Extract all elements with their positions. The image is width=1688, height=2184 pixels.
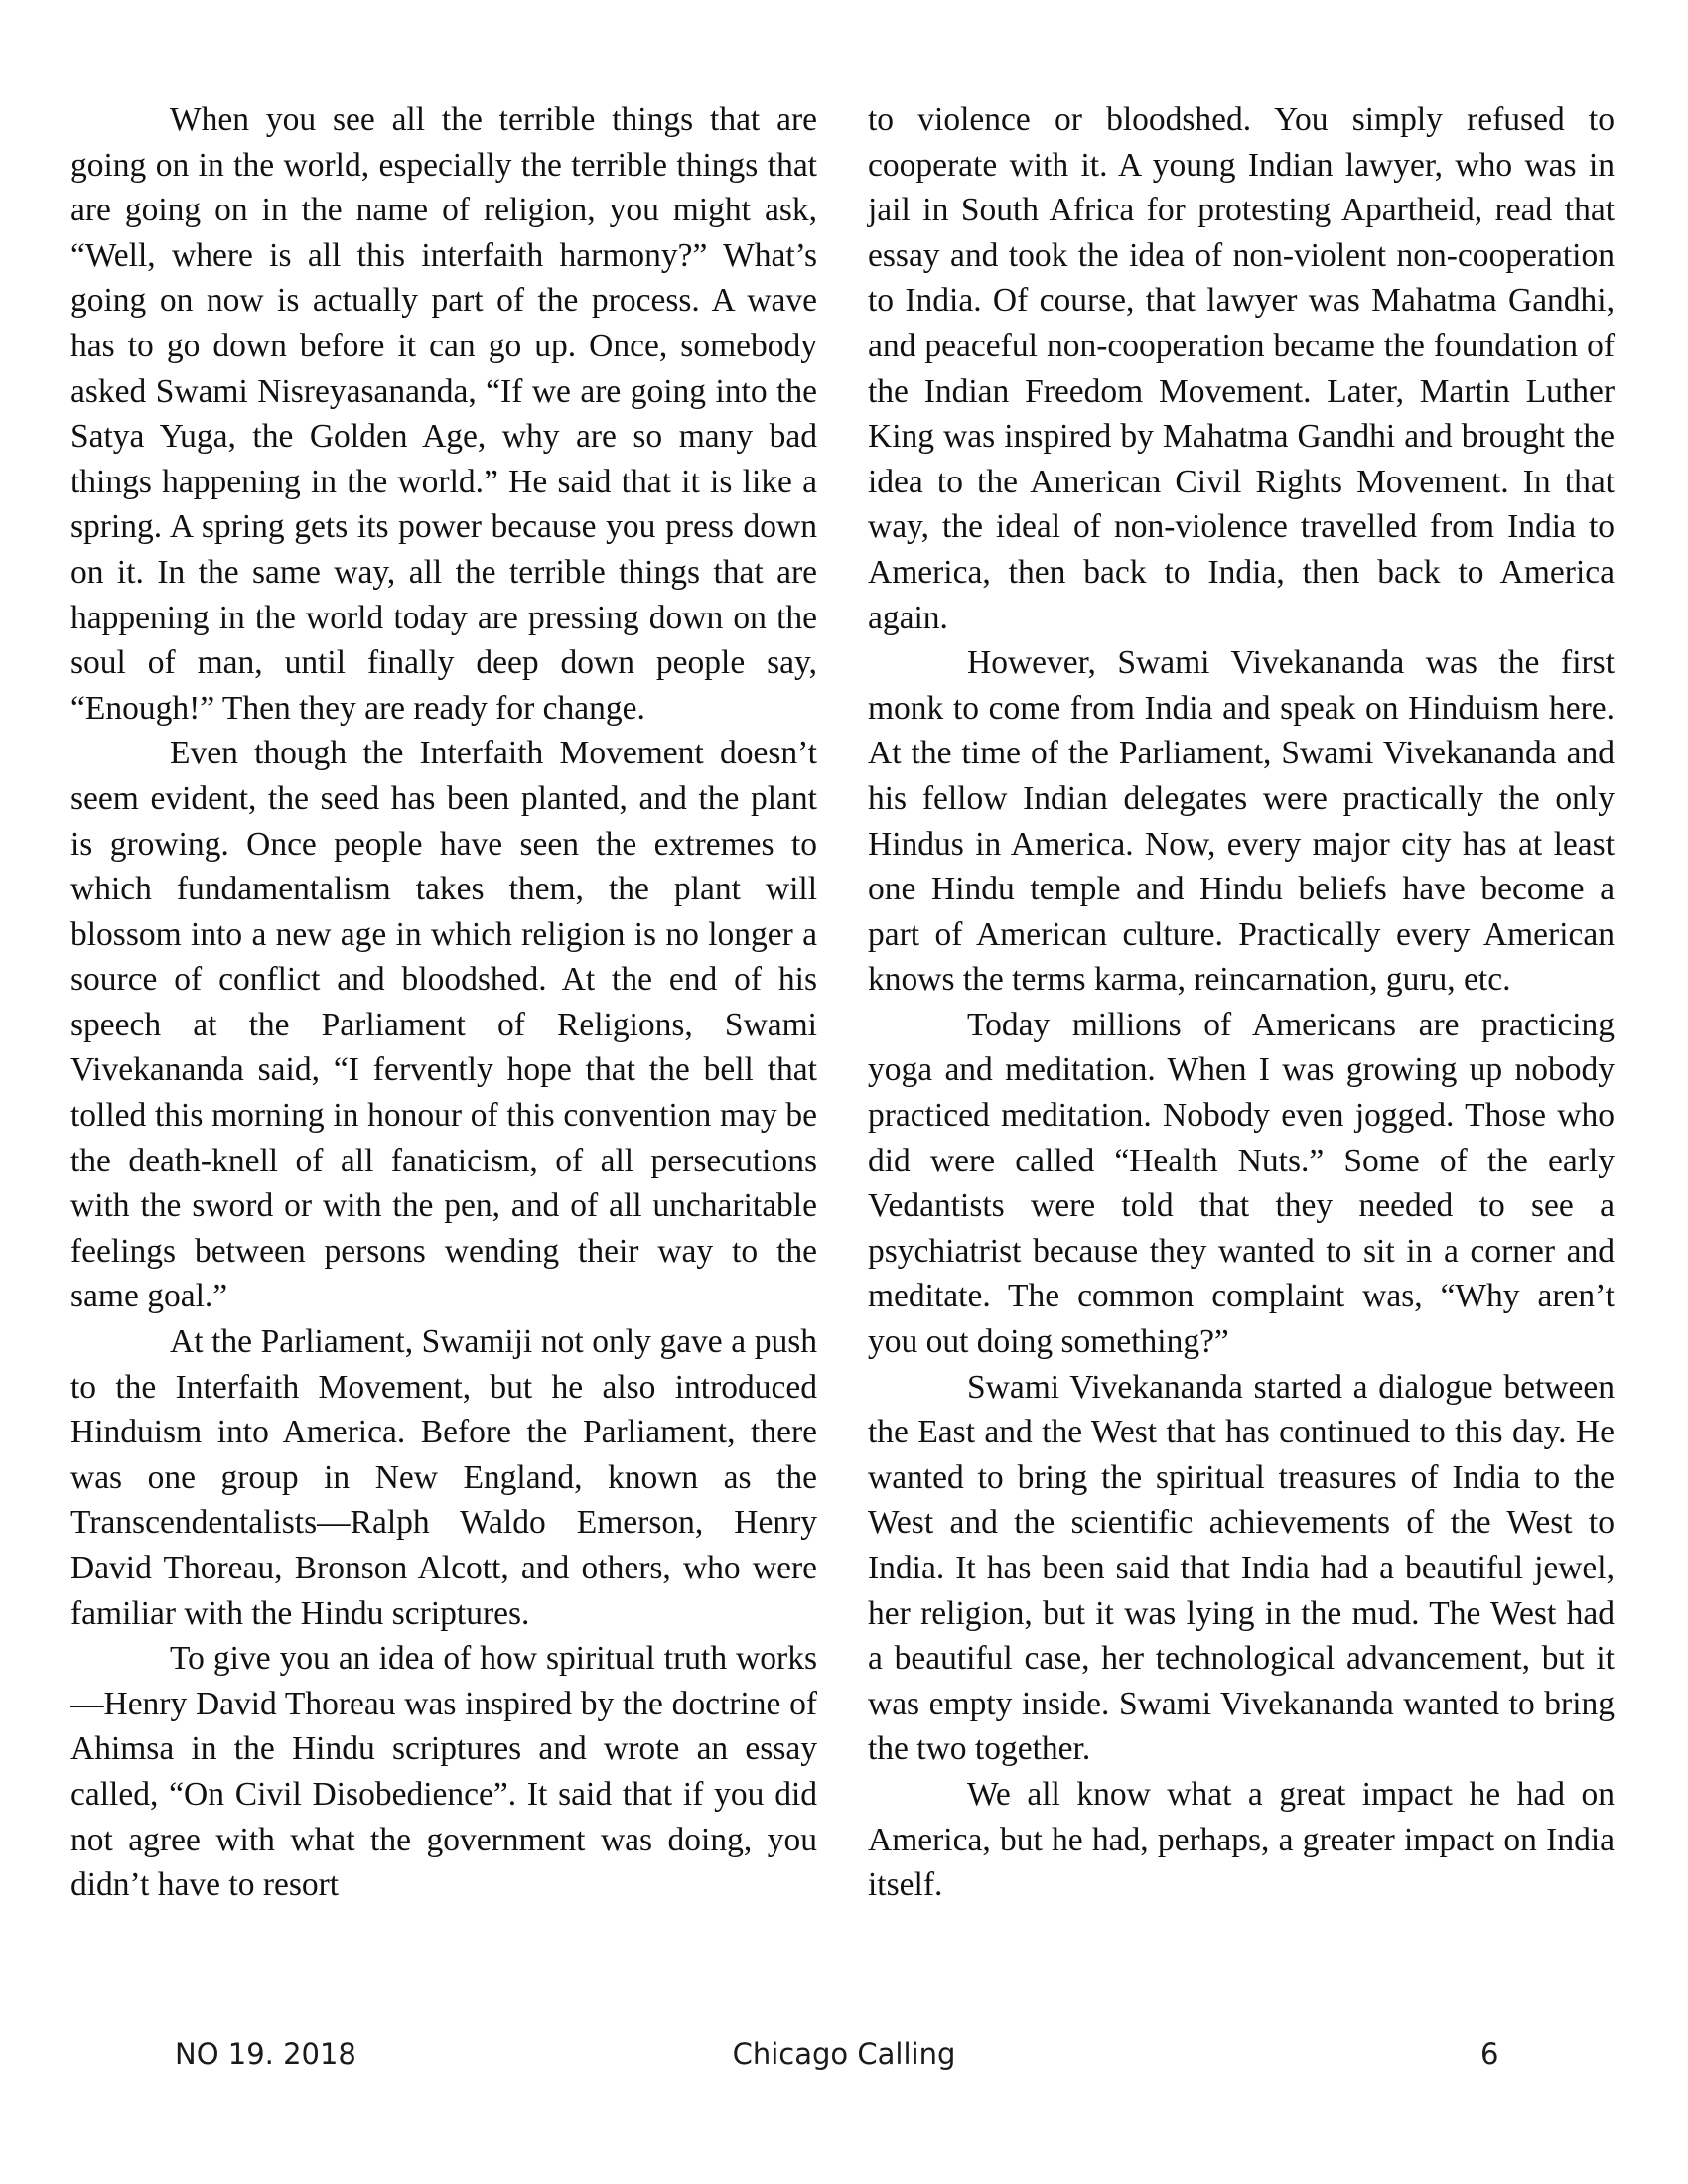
footer-publication-title: Chicago Calling [732,2037,956,2071]
body-paragraph: To give you an idea of how spiritual truth works—Henry David Thoreau was inspired by the doctrine of Ahimsa in the Hindu scriptures and wrote an essay called, “On Civil Disobedience”. It said that if you did not agree with what the government was doing, you didn’t have to resort [70,1640,817,1904]
body-paragraph: However, Swami Vivekananda was the first monk to come from India and speak on Hinduism here. At the time of the Parliament, Swami Vivekananda and his fellow Indian delegates were practically the only Hindus in America. Now, every major city has at least one Hindu temple and Hindu beliefs have become a part of American culture. Practically every American knows the terms karma, reincarnation, guru, etc. [868,644,1615,999]
right-column [868,97,1615,1908]
footer-issue: NO 19. 2018 [175,2037,356,2071]
continued-paragraph: to violence or bloodshed. You simply refused to cooperate with it. A young Indian lawyer, who was in jail in South Africa for protesting Apartheid, read that essay and took the idea of non-violent non-cooperation to India. Of course, that lawyer was Mahatma Gandhi, and peaceful non-cooperation became the foundation of the Indian Freedom Movement. Later, Martin Luther King was inspired by Mahatma Gandhi and brought the idea to the American Civil Rights Movement. In that way, the ideal of non-violence travelled from India to America, then back to India, then back to America again. [868,101,1615,636]
page-footer [0,2037,1688,2077]
body-paragraph: Even though the Interfaith Movement doesn’t seem evident, the seed has been planted, and the plant is growing. Once people have seen the extremes to which fundamentalism takes them, the plant will blossom into a new age in which religion is no longer a source of conflict and bloodshed. At the end of his speech at the Parliament of Religions, Swami Vivekananda said, “I fervently hope that the bell that tolled this morning in honour of this convention may be the death-knell of all fanaticism, of all persecutions with the sword or with the pen, and of all uncharitable feelings between persons wending their way to the same goal.” [70,735,817,1315]
body-paragraph: Swami Vivekananda started a dialogue between the East and the West that has continued to this day. He wanted to bring the spiritual treasures of India to the West and the scientific achievements of the West to India. It has been said that India had a beautiful jewel, her religion, but it was lying in the mud. The West had a beautiful case, her technological advancement, but it was empty inside. Swami Vivekananda wanted to bring the two together. [868,1368,1615,1768]
footer-page-number: 6 [1480,2037,1499,2071]
body-paragraph: Today millions of Americans are practicing yoga and meditation. When I was growing up nobody practiced meditation. Nobody even jogged. Those who did were called “Health Nuts.” Some of the early Vedantists were told that they needed to see a psychiatrist because they wanted to sit in a corner and meditate. The common complaint was, “Why aren’t you out doing something?” [868,1006,1615,1361]
left-column [70,97,817,1908]
body-paragraph: We all know what a great impact he had on America, but he had, perhaps, a greater impact on India itself. [868,1775,1615,1904]
body-paragraph: When you see all the terrible things that are going on in the world, especially the terrible things that are going on in the name of religion, you might ask, “Well, where is all this interfaith harmony?” What’s going on now is actually part of the process. A wave has to go down before it can go up. Once, somebody asked Swami Nisreyasananda, “If we are going into the Satya Yuga, the Golden Age, why are so many bad things happening in the world.” He said that it is like a spring. A spring gets its power because you press down on it. In the same way, all the terrible things that are happening in the world today are pressing down on the soul of man, until finally deep down people say, “Enough!” Then they are ready for change. [70,101,817,727]
body-paragraph: At the Parliament, Swamiji not only gave a push to the Interfaith Movement, but he also introduced Hinduism into America. Before the Parliament, there was one group in New England, known as the Transcendentalists—Ralph Waldo Emerson, Henry David Thoreau, Bronson Alcott, and others, who were familiar with the Hindu scriptures. [70,1323,817,1632]
